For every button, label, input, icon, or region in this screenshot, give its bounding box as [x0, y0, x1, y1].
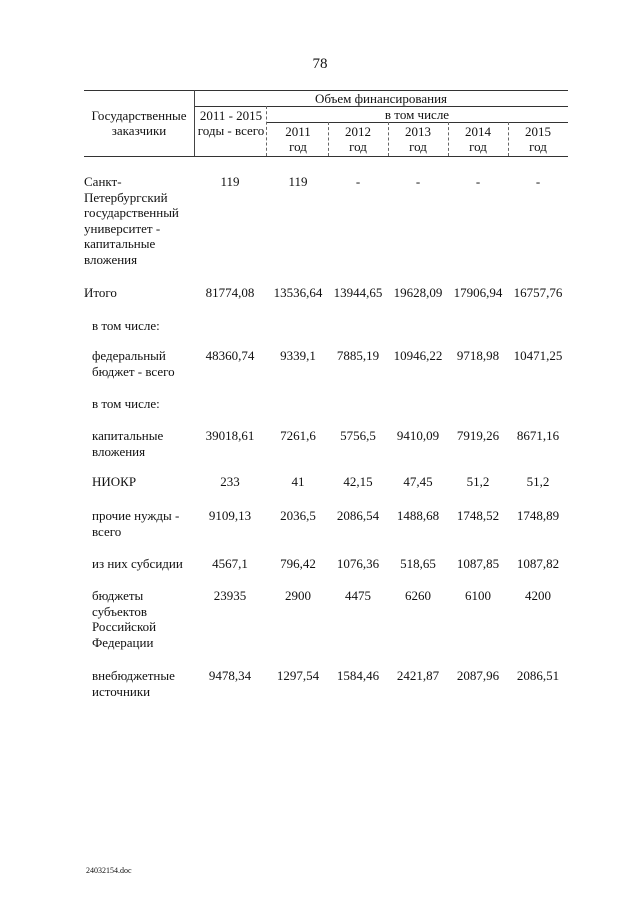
cell-2014: 6100	[465, 588, 491, 603]
cell-2012: 42,15	[343, 474, 373, 489]
cell-2011: 1297,54	[276, 668, 320, 683]
header-year-2014: 2014 год	[465, 124, 491, 154]
cell-2015: 16757,76	[513, 285, 563, 300]
cell-2014: 7919,26	[456, 428, 500, 443]
cell-total: 81774,08	[205, 285, 255, 300]
cell-2012: 2086,54	[336, 508, 380, 523]
cell-2011: 13536,64	[273, 285, 323, 300]
header-customer: Государственные заказчики	[91, 108, 187, 138]
cell-2012: 4475	[345, 588, 371, 603]
cell-2013: 10946,22	[393, 348, 443, 363]
row-label-including: в том числе:	[92, 318, 160, 333]
cell-2011: 7261,6	[280, 428, 316, 443]
cell-2014: 2087,96	[456, 668, 500, 683]
row-label-regional-budgets: бюджеты субъектов Российской Федерации	[92, 588, 157, 650]
cell-total: 9109,13	[208, 508, 252, 523]
row-label-total: Итого	[84, 285, 117, 300]
cell-2014: 1748,52	[456, 508, 500, 523]
cell-2011: 2900	[285, 588, 311, 603]
header-year-2011: 2011 год	[285, 124, 311, 154]
cell-total: 4567,1	[212, 556, 248, 571]
cell-total: 9478,34	[208, 668, 252, 683]
cell-2012: 7885,19	[336, 348, 380, 363]
header-total: 2011 - 2015 годы - всего	[197, 108, 265, 138]
cell-2013: 9410,09	[396, 428, 440, 443]
row-label-capital-investment: капитальные вложения	[92, 428, 164, 459]
header-bottom-rule	[84, 156, 568, 157]
header-financing: Объем финансирования	[314, 91, 448, 106]
cell-total: 233	[220, 474, 240, 489]
row-label-other-needs: прочие нужды - всего	[92, 508, 180, 539]
cell-2013: 47,45	[403, 474, 433, 489]
cell-2015: 1748,89	[516, 508, 560, 523]
cell-2014: -	[475, 174, 481, 189]
cell-2012: 1584,46	[336, 668, 380, 683]
cell-2014: 9718,98	[456, 348, 500, 363]
cell-total: 119	[220, 174, 240, 189]
cell-2013: 2421,87	[396, 668, 440, 683]
cell-2014: 17906,94	[453, 285, 503, 300]
cell-2011: 2036,5	[280, 508, 316, 523]
cell-total: 39018,61	[205, 428, 255, 443]
cell-2013: 518,65	[400, 556, 436, 571]
cell-2015: 51,2	[526, 474, 550, 489]
cell-total: 48360,74	[205, 348, 255, 363]
cell-2013: -	[415, 174, 421, 189]
cell-2015: 4200	[525, 588, 551, 603]
document-filename: 24032154.doc	[86, 866, 132, 875]
cell-2011: 119	[288, 174, 308, 189]
cell-2015: 8671,16	[516, 428, 560, 443]
row-label-niokr: НИОКР	[92, 474, 137, 489]
cell-2012: -	[355, 174, 361, 189]
header-year-2012: 2012 год	[345, 124, 371, 154]
cell-2013: 6260	[405, 588, 431, 603]
cell-total: 23935	[213, 588, 247, 603]
cell-2011: 796,42	[280, 556, 316, 571]
row-label-federal-budget: федеральный бюджет - всего	[92, 348, 175, 379]
cell-2013: 19628,09	[393, 285, 443, 300]
cell-2014: 1087,85	[456, 556, 500, 571]
header-rule-2	[266, 122, 568, 123]
row-label-including: в том числе:	[92, 396, 160, 411]
header-including: в том числе	[384, 107, 450, 122]
cell-2012: 1076,36	[336, 556, 380, 571]
cell-2012: 5756,5	[340, 428, 376, 443]
cell-2015: 10471,25	[513, 348, 563, 363]
cell-2015: -	[535, 174, 541, 189]
cell-2013: 1488,68	[396, 508, 440, 523]
cell-2011: 9339,1	[280, 348, 316, 363]
cell-2012: 13944,65	[333, 285, 383, 300]
cell-2015: 1087,82	[516, 556, 560, 571]
page-number: 78	[312, 56, 328, 72]
header-year-2013: 2013 год	[405, 124, 431, 154]
row-label-extrabudgetary: внебюджетные источники	[92, 668, 175, 699]
row-label-spbgu: Санкт-Петербургский государственный университет - капитальные вложения	[84, 174, 179, 267]
cell-2014: 51,2	[466, 474, 490, 489]
header-year-2015: 2015 год	[525, 124, 551, 154]
cell-2011: 41	[291, 474, 305, 489]
row-label-subsidies: из них субсидии	[92, 556, 183, 571]
cell-2015: 2086,51	[516, 668, 560, 683]
